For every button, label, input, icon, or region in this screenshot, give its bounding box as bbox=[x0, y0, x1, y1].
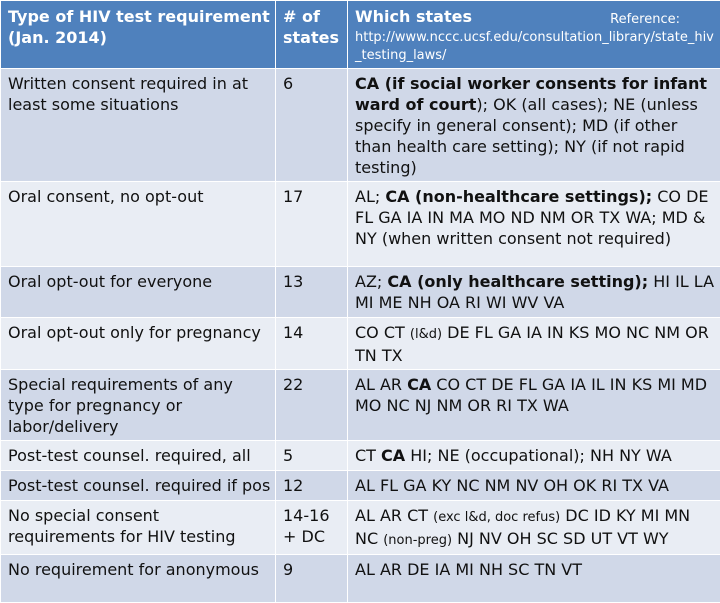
requirement-type: Special requirements of any type for pregnancy or labor/delivery bbox=[1, 370, 276, 441]
requirement-type: Oral opt-out for everyone bbox=[1, 267, 276, 318]
state-count: 14 bbox=[276, 318, 348, 370]
state-count: 6 bbox=[276, 69, 348, 182]
table-row bbox=[1, 370, 720, 441]
table-row bbox=[1, 471, 720, 501]
reference-label: Reference: bbox=[610, 9, 680, 30]
state-count: 13 bbox=[276, 267, 348, 318]
state-list: AL AR CA CO CT DE FL GA IA IL IN KS MI MD MO NC NJ NM OR RI TX WA bbox=[348, 370, 720, 441]
requirement-type: Written consent required in at least some situations bbox=[1, 69, 276, 182]
requirement-type: Oral consent, no opt-out bbox=[1, 182, 276, 267]
table-row bbox=[1, 555, 720, 603]
state-list: AL AR CT (exc l&d, doc refus) DC ID KY MI MN NC (non-preg) NJ NV OH SC SD UT VT WY bbox=[348, 501, 720, 555]
table-row bbox=[1, 267, 720, 318]
requirement-type: No requirement for anonymous bbox=[1, 555, 276, 603]
header-type: Type of HIV test requirement (Jan. 2014) bbox=[1, 1, 276, 69]
table-row bbox=[1, 69, 720, 182]
state-count: 5 bbox=[276, 441, 348, 471]
state-list: CO CT (l&d) DE FL GA IA IN KS MO NC NM OR TN TX bbox=[348, 318, 720, 370]
header-states-label: Which states bbox=[355, 7, 472, 26]
table-row bbox=[1, 501, 720, 555]
requirement-type: No special consent requirements for HIV testing bbox=[1, 501, 276, 555]
state-list: AZ; CA (only healthcare setting); HI IL LA MI ME NH OA RI WI WV VA bbox=[348, 267, 720, 318]
reference-url: http://www.nccc.ucsf.edu/consultation_library/state_hiv_testing_laws/ bbox=[355, 29, 716, 65]
state-list: AL AR DE IA MI NH SC TN VT bbox=[348, 555, 720, 603]
state-count: 14-16 + DC bbox=[276, 501, 348, 555]
state-list: CT CA HI; NE (occupational); NH NY WA bbox=[348, 441, 720, 471]
state-count: 17 bbox=[276, 182, 348, 267]
header-states bbox=[348, 1, 720, 69]
table-row bbox=[1, 318, 720, 370]
state-list: CA (if social worker consents for infant ward of court); OK (all cases); NE (unless specify in general consent); MD (if other than health care setting); NY (if not rapid testing) bbox=[348, 69, 720, 182]
requirement-type: Post-test counsel. required if pos bbox=[1, 471, 276, 501]
table-row bbox=[1, 182, 720, 267]
state-list: AL; CA (non-healthcare settings); CO DE FL GA IA IN MA MO ND NM OR TX WA; MD & NY (when written consent not required) bbox=[348, 182, 720, 267]
header-row bbox=[1, 1, 720, 69]
state-count: 9 bbox=[276, 555, 348, 603]
table-row bbox=[1, 441, 720, 471]
state-list: AL FL GA KY NC NM NV OH OK RI TX VA bbox=[348, 471, 720, 501]
requirement-type: Post-test counsel. required, all bbox=[1, 441, 276, 471]
state-count: 12 bbox=[276, 471, 348, 501]
requirement-type: Oral opt-out only for pregnancy bbox=[1, 318, 276, 370]
state-count: 22 bbox=[276, 370, 348, 441]
header-count: # of states bbox=[276, 1, 348, 69]
